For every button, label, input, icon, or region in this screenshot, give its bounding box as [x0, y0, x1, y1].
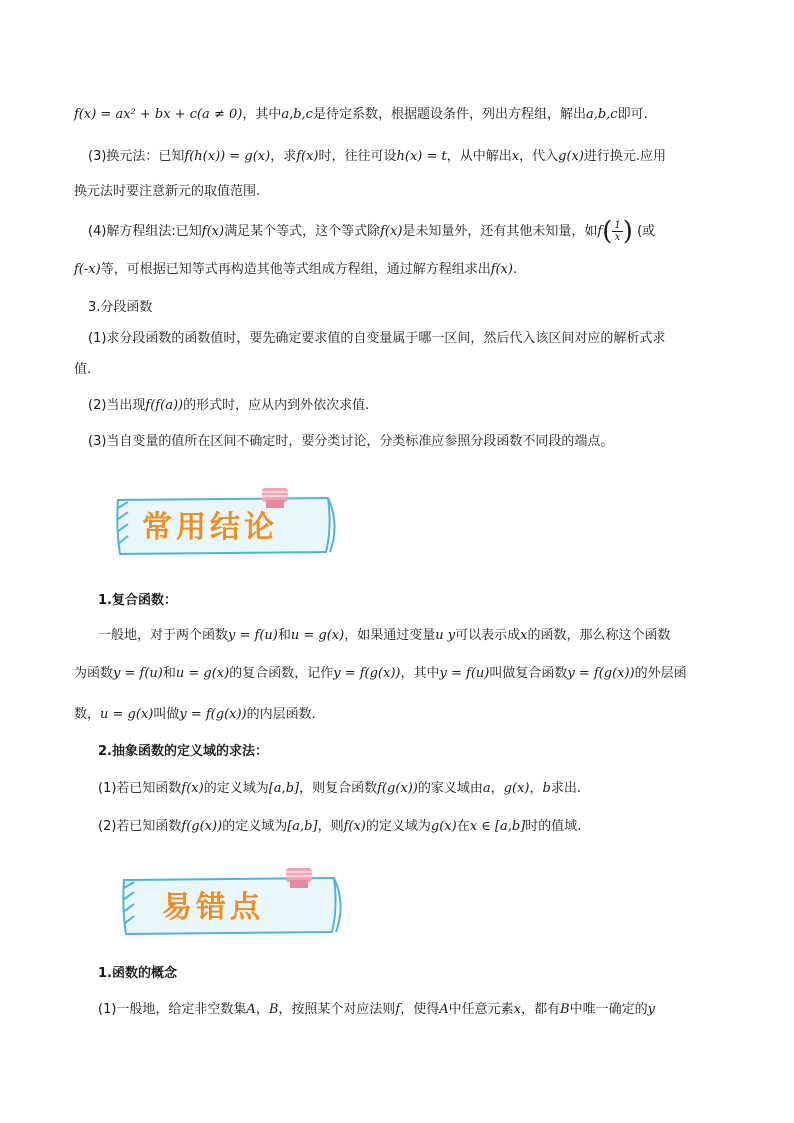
text-line: (1)求分段函数的函数值时，要先确定要求值的自变量属于哪一区间，然后代入该区间对应的解析式求 [88, 331, 666, 346]
banner-pitfalls [118, 868, 350, 940]
text-line: f(x) = ax² + bx + c(a ≠ 0)，其中a,b,c是待定系数，根据题设条件，列出方程组，解出a,b,c即可. [74, 107, 648, 122]
text-line: (3)换元法：已知f(h(x)) = g(x)，求f(x)时，往往可设h(x) = t，从中解出x，代入g(x)进行换元.应用 [88, 149, 667, 164]
text-line: 数，u = g(x)叫做y = f(g(x))的内层函数. [74, 707, 316, 722]
section-heading: 2.抽象函数的定义域的求法： [98, 744, 268, 759]
text-line: (1)若已知函数f(x)的定义域为[a,b]，则复合函数f(g(x))的家义域由a，g(x)，b求出. [98, 781, 581, 796]
text-line: (1)一般地，给定非空数集A，B，按照某个对应法则f，使得A中任意元素x，都有B中唯一确定的y [98, 1002, 655, 1017]
banner-title: 易错点 [162, 890, 264, 925]
section-heading: 1.函数的概念 [98, 966, 177, 981]
text-line: 为函数y = f(u)和u = g(x)的复合函数，记作y = f(g(x))，其中y = f(u)叫做复合函数y = f(g(x))的外层函 [74, 666, 687, 681]
text-line: 值. [74, 362, 92, 377]
text-line: (3)当自变量的值所在区间不确定时，要分类讨论，分类标准应参照分段函数不同段的端点。 [88, 434, 614, 449]
text-line: f(-x)等，可根据已知等式再构造其他等式组成方程组，通过解方程组求出f(x). [74, 262, 518, 277]
fraction: $\frac{1}{x}$ [614, 220, 621, 243]
section-heading: 3.分段函数 [88, 300, 153, 315]
text-line: 换元法时要注意新元的取值范围. [74, 184, 261, 199]
text-line: (2)当出现f(f(a))的形式时，应从内到外依次求值. [88, 398, 370, 413]
text-line: 一般地，对于两个函数y = f(u)和u = g(x)，如果通过变量u y可以表示成x的函数，那么称这个函数 [98, 628, 671, 643]
text-line: (2)若已知函数f(g(x))的定义域为[a,b]，则f(x)的定义域为g(x)在x ∈ [a,b]时的值域. [98, 819, 582, 834]
banner-conclusions [112, 488, 344, 560]
banner-title: 常用结论 [142, 510, 278, 545]
text-line: (4)解方程组法:已知f(x)满足某个等式，这个等式除f(x)是未知量外，还有其他未知量，如f( $\frac{1}{x}$ ) (或 [88, 216, 656, 247]
section-heading: 1.复合函数： [98, 593, 177, 608]
